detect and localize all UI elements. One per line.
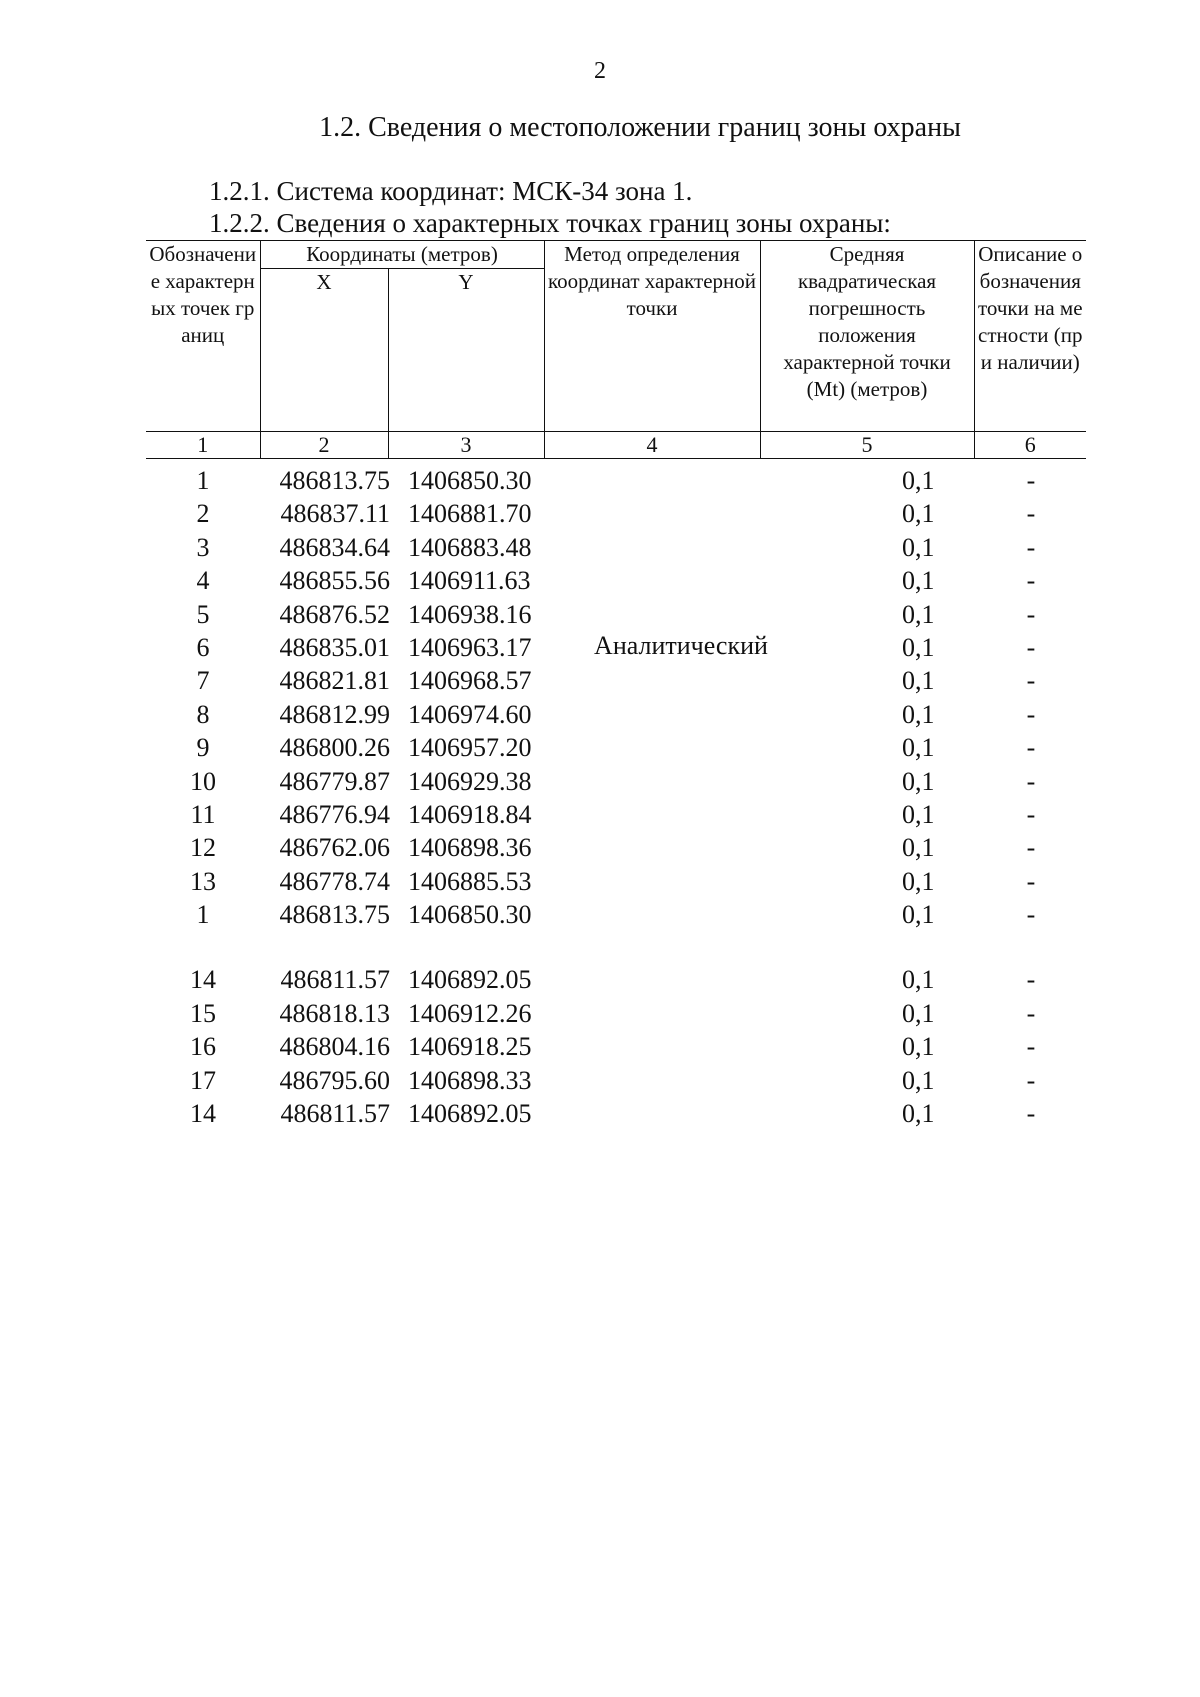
error-value: 0,1 bbox=[902, 466, 935, 495]
column-number: 2 bbox=[260, 432, 388, 459]
error-value: 0,1 bbox=[902, 766, 935, 796]
point-id: 15 bbox=[190, 998, 216, 1028]
description-value: - bbox=[1026, 866, 1036, 896]
description-value: - bbox=[1026, 1099, 1036, 1129]
column-number: 3 bbox=[388, 432, 544, 459]
error-value: 0,1 bbox=[902, 965, 935, 995]
error-value: 0,1 bbox=[902, 733, 935, 763]
coord-x: 486804.16 bbox=[279, 1032, 390, 1062]
coord-x: 486837.11 bbox=[280, 499, 390, 529]
coord-y: 1406850.30 bbox=[408, 900, 532, 930]
method-value: Аналитический bbox=[594, 631, 768, 660]
section-title: 1.2. Сведения о местоположении границ зоны охраны bbox=[319, 112, 961, 143]
table-row bbox=[146, 898, 1086, 931]
table-row bbox=[146, 497, 1086, 530]
coord-y: 1406968.57 bbox=[408, 666, 532, 696]
point-id: 12 bbox=[190, 833, 216, 863]
description-value: - bbox=[1026, 499, 1036, 529]
error-value: 0,1 bbox=[902, 632, 935, 662]
description-value: - bbox=[1026, 566, 1036, 596]
table-row bbox=[146, 564, 1086, 597]
description-value: - bbox=[1026, 1065, 1036, 1095]
table-row bbox=[146, 631, 1086, 664]
table-row bbox=[146, 464, 1086, 497]
coord-y: 1406850.30 bbox=[408, 466, 532, 495]
coord-y: 1406918.84 bbox=[408, 799, 532, 829]
error-value: 0,1 bbox=[902, 799, 935, 829]
coord-y: 1406912.26 bbox=[408, 998, 532, 1028]
point-id: 2 bbox=[196, 499, 210, 529]
error-value: 0,1 bbox=[902, 532, 935, 562]
description-value: - bbox=[1026, 766, 1036, 796]
error-value: 0,1 bbox=[902, 1032, 935, 1062]
coord-x: 486776.94 bbox=[279, 799, 390, 829]
description-value: - bbox=[1026, 532, 1036, 562]
coord-x: 486795.60 bbox=[279, 1065, 390, 1095]
coord-y: 1406898.33 bbox=[408, 1065, 532, 1095]
header-description: Описание обозначения точки на местности (при наличии) bbox=[974, 241, 1086, 432]
coord-x: 486818.13 bbox=[279, 998, 390, 1028]
page-number: 2 bbox=[594, 58, 606, 84]
point-id: 14 bbox=[190, 965, 216, 995]
coord-x: 486834.64 bbox=[279, 532, 390, 562]
point-id: 8 bbox=[196, 699, 210, 729]
coord-x: 486800.26 bbox=[279, 733, 390, 763]
coord-y: 1406957.20 bbox=[408, 733, 532, 763]
point-id: 6 bbox=[196, 632, 210, 662]
column-number: 6 bbox=[974, 432, 1086, 459]
coord-x: 486813.75 bbox=[279, 466, 390, 495]
header-error: Средняя квадратическая погрешность положения характерной точки (Mt) (метров) bbox=[760, 241, 974, 432]
table-row bbox=[146, 1030, 1086, 1063]
table-row bbox=[146, 664, 1086, 697]
points-table-header bbox=[146, 240, 1086, 459]
description-value: - bbox=[1026, 733, 1036, 763]
point-id: 5 bbox=[196, 599, 210, 629]
error-value: 0,1 bbox=[902, 900, 935, 930]
column-number: 4 bbox=[544, 432, 760, 459]
point-id: 1 bbox=[196, 466, 210, 495]
table-row bbox=[146, 765, 1086, 798]
point-id: 9 bbox=[196, 733, 210, 763]
coord-y: 1406963.17 bbox=[408, 632, 532, 662]
point-id: 17 bbox=[190, 1065, 216, 1095]
description-value: - bbox=[1026, 632, 1036, 662]
error-value: 0,1 bbox=[902, 666, 935, 696]
error-value: 0,1 bbox=[902, 833, 935, 863]
description-value: - bbox=[1026, 466, 1036, 495]
table-row bbox=[146, 1064, 1086, 1097]
coord-y: 1406881.70 bbox=[408, 499, 532, 529]
header-point-designation: Обозначение характерных точек границ bbox=[146, 241, 260, 432]
coord-y: 1406898.36 bbox=[408, 833, 532, 863]
table-row bbox=[146, 731, 1086, 764]
coord-y: 1406883.48 bbox=[408, 532, 532, 562]
points-table-body bbox=[146, 464, 1086, 1130]
header-method: Метод определения координат характерной точки bbox=[544, 241, 760, 432]
header-y: Y bbox=[388, 269, 544, 432]
description-value: - bbox=[1026, 1032, 1036, 1062]
point-id: 13 bbox=[190, 866, 216, 896]
column-numbers-row bbox=[146, 432, 1086, 459]
description-value: - bbox=[1026, 900, 1036, 930]
table-row bbox=[146, 1097, 1086, 1130]
point-id: 3 bbox=[196, 532, 210, 562]
coord-x: 486779.87 bbox=[279, 766, 390, 796]
coord-y: 1406938.16 bbox=[408, 599, 532, 629]
error-value: 0,1 bbox=[902, 699, 935, 729]
coord-y: 1406911.63 bbox=[408, 566, 531, 596]
coord-x: 486811.57 bbox=[280, 965, 390, 995]
error-value: 0,1 bbox=[902, 998, 935, 1028]
boundary-points-heading: 1.2.2. Сведения о характерных точках границ зоны охраны: bbox=[209, 208, 891, 238]
point-id: 16 bbox=[190, 1032, 216, 1062]
table-row bbox=[146, 997, 1086, 1030]
error-value: 0,1 bbox=[902, 1099, 935, 1129]
coord-x: 486813.75 bbox=[279, 900, 390, 930]
point-id: 1 bbox=[196, 900, 210, 930]
coordinate-system-line: 1.2.1. Система координат: МСК-34 зона 1. bbox=[209, 176, 693, 206]
description-value: - bbox=[1026, 699, 1036, 729]
coord-x: 486855.56 bbox=[279, 566, 390, 596]
coord-x: 486762.06 bbox=[279, 833, 390, 863]
group-separator bbox=[146, 931, 1086, 963]
error-value: 0,1 bbox=[902, 566, 935, 596]
error-value: 0,1 bbox=[902, 599, 935, 629]
column-number: 1 bbox=[146, 432, 260, 459]
description-value: - bbox=[1026, 998, 1036, 1028]
table-row bbox=[146, 531, 1086, 564]
coord-x: 486812.99 bbox=[279, 699, 390, 729]
coord-x: 486821.81 bbox=[279, 666, 390, 696]
table-row bbox=[146, 698, 1086, 731]
description-value: - bbox=[1026, 599, 1036, 629]
header-coordinates: Координаты (метров) bbox=[260, 241, 544, 269]
description-value: - bbox=[1026, 666, 1036, 696]
table-row bbox=[146, 831, 1086, 864]
coord-y: 1406929.38 bbox=[408, 766, 532, 796]
table-row bbox=[146, 598, 1086, 631]
coord-y: 1406918.25 bbox=[408, 1032, 532, 1062]
header-x: X bbox=[260, 269, 388, 432]
coord-x: 486835.01 bbox=[279, 632, 390, 662]
table-row bbox=[146, 963, 1086, 996]
coord-y: 1406892.05 bbox=[408, 965, 532, 995]
point-id: 14 bbox=[190, 1099, 216, 1129]
coord-x: 486811.57 bbox=[280, 1099, 390, 1129]
point-id: 7 bbox=[196, 666, 210, 696]
error-value: 0,1 bbox=[902, 866, 935, 896]
coord-y: 1406974.60 bbox=[408, 699, 532, 729]
description-value: - bbox=[1026, 799, 1036, 829]
point-id: 4 bbox=[196, 566, 210, 596]
table-row bbox=[146, 865, 1086, 898]
description-value: - bbox=[1026, 833, 1036, 863]
description-value: - bbox=[1026, 965, 1036, 995]
point-id: 10 bbox=[190, 766, 216, 796]
coord-x: 486778.74 bbox=[279, 866, 390, 896]
coord-y: 1406892.05 bbox=[408, 1099, 532, 1129]
table-row bbox=[146, 798, 1086, 831]
point-id: 11 bbox=[190, 799, 216, 829]
error-value: 0,1 bbox=[902, 1065, 935, 1095]
column-number: 5 bbox=[760, 432, 974, 459]
coord-y: 1406885.53 bbox=[408, 866, 532, 896]
error-value: 0,1 bbox=[902, 499, 935, 529]
coord-x: 486876.52 bbox=[279, 599, 390, 629]
